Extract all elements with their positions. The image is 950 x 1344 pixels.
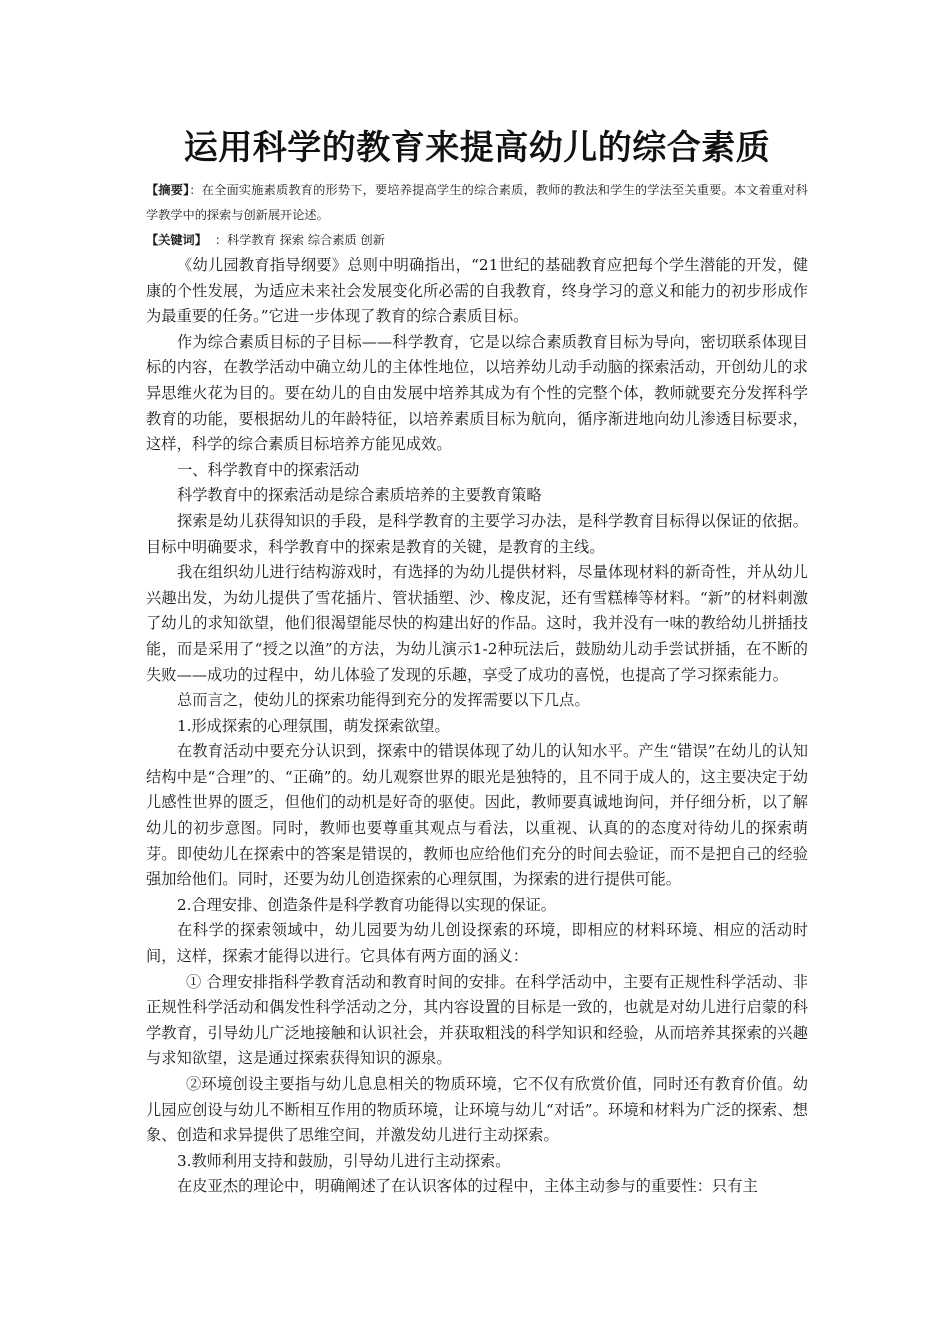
paragraph: 在教育活动中要充分认识到，探索中的错误体现了幼儿的认知水平。产生“错误”在幼儿的认知结构中是“合理”的、“正确”的。幼儿观察世界的眼光是独特的，且不同于成人的，这主要决定于幼儿感性世界的匮乏，但他们的动机是好奇的驱使。因此，教师要真诚地询问，并仔细分析，以了解幼儿的初步意图。同时，教师也要尊重其观点与看法，以重视、认真的的态度对待幼儿的探索萌芽。即使幼儿在探索中的答案是错误的，教师也应给他们充分的时间去验证，而不是把自己的经验强加给他们。同时，还要为幼儿创造探索的心理氛围，为探索的进行提供可能。	[146, 742, 808, 889]
paragraph: 我在组织幼儿进行结构游戏时，有选择的为幼儿提供材料，尽量体现材料的新奇性，并从幼儿兴趣出发，为幼儿提供了雪花插片、管状插塑、沙、橡皮泥，还有雪糕棒等材料。“新”的材料刺激了幼儿的求知欲望，他们很渴望能尽快的构建出好的作品。这时，我并没有一味的教给幼儿拼插技能，而是采用了“授之以渔”的方法，为幼儿演示1-2种玩法后，鼓励幼儿动手尝试拼插，在不断的失败——成功的过程中，幼儿体验了发现的乐趣，享受了成功的喜悦，也提高了学习探索能力。	[146, 563, 808, 684]
paragraph: ① 合理安排指科学教育活动和教育时间的安排。在科学活动中，主要有正规性科学活动、非正规性科学活动和偶发性科学活动之分，其内容设置的目标是一致的，也就是对幼儿进行启蒙的科学教育，引导幼儿广泛地接触和认识社会，并获取粗浅的科学知识和经验，从而培养其探索的兴趣与求知欲望，这是通过探索获得知识的源泉。	[146, 972, 808, 1068]
paragraph: ②环境创设主要指与幼儿息息相关的物质环境，它不仅有欣赏价值，同时还有教育价值。幼儿园应创设与幼儿不断相互作用的物质环境，让环境与幼儿“对话”。环境和材料为广泛的探索、想象、创造和求异提供了思维空间，并激发幼儿进行主动探索。	[146, 1075, 808, 1145]
abstract-tag: 【摘要】	[146, 183, 190, 197]
document-title: 运用科学的教育来提高幼儿的综合素质	[183, 128, 771, 168]
point-heading: 2.合理安排、创造条件是科学教育功能得以实现的保证。	[177, 895, 556, 914]
subsection-heading: 科学教育中的探索活动是综合素质培养的主要教育策略	[177, 486, 542, 505]
paragraph: 总而言之，使幼儿的探索功能得到充分的发挥需要以下几点。	[177, 691, 590, 710]
keywords	[146, 228, 808, 253]
paragraph: 在皮亚杰的理论中，明确阐述了在认识客体的过程中，主体主动参与的重要性：只有主	[177, 1177, 758, 1196]
point-heading: 1.形成探索的心理氛围，萌发探索欲望。	[177, 716, 450, 735]
keywords-tag: 【关键词】	[146, 233, 201, 247]
abstract	[146, 178, 808, 228]
paragraph: 探索是幼儿获得知识的手段，是科学教育的主要学习办法，是科学教育目标得以保证的依据。目标中明确要求，科学教育中的探索是教育的关键，是教育的主线。	[146, 511, 808, 556]
paragraph: 作为综合素质目标的子目标——科学教育，它是以综合素质教育目标为导向，密切联系体现目标的内容，在教学活动中确立幼儿的主体性地位，以培养幼儿动手动脑的探索活动，开创幼儿的求异思维火花为目的。要在幼儿的自由发展中培养其成为有个性的完整个体，教师就要充分发挥科学教育的功能，要根据幼儿的年龄特征，以培养素质目标为航向，循序渐进地向幼儿渗透目标要求，这样，科学的综合素质目标培养方能见成效。	[146, 332, 808, 454]
abstract-text: ：在全面实施素质教育的形势下，要培养提高学生的综合素质，教师的教法和学生的学法至关重要。本文着重对科学教学中的探索与创新展开论述。	[146, 183, 808, 222]
point-heading: 3.教师利用支持和鼓励，引导幼儿进行主动探索。	[177, 1151, 511, 1170]
document-body	[146, 122, 808, 1200]
keywords-text: ：科学教育 探索 综合素质 创新	[214, 233, 385, 247]
paragraph: 《幼儿园教育指导纲要》总则中明确指出，“21世纪的基础教育应把每个学生潜能的开发，健康的个性发展，为适应未来社会发展变化所必需的自我教育，终身学习的意义和能力的初步形成作为最重要的任务。”它进一步体现了教育的综合素质目标。	[146, 256, 808, 326]
paragraph: 在科学的探索领域中，幼儿园要为幼儿创设探索的环境，即相应的材料环境、相应的活动时间，这样，探索才能得以进行。它具体有两方面的涵义：	[146, 921, 808, 966]
section-heading: 一、科学教育中的探索活动	[177, 460, 360, 479]
